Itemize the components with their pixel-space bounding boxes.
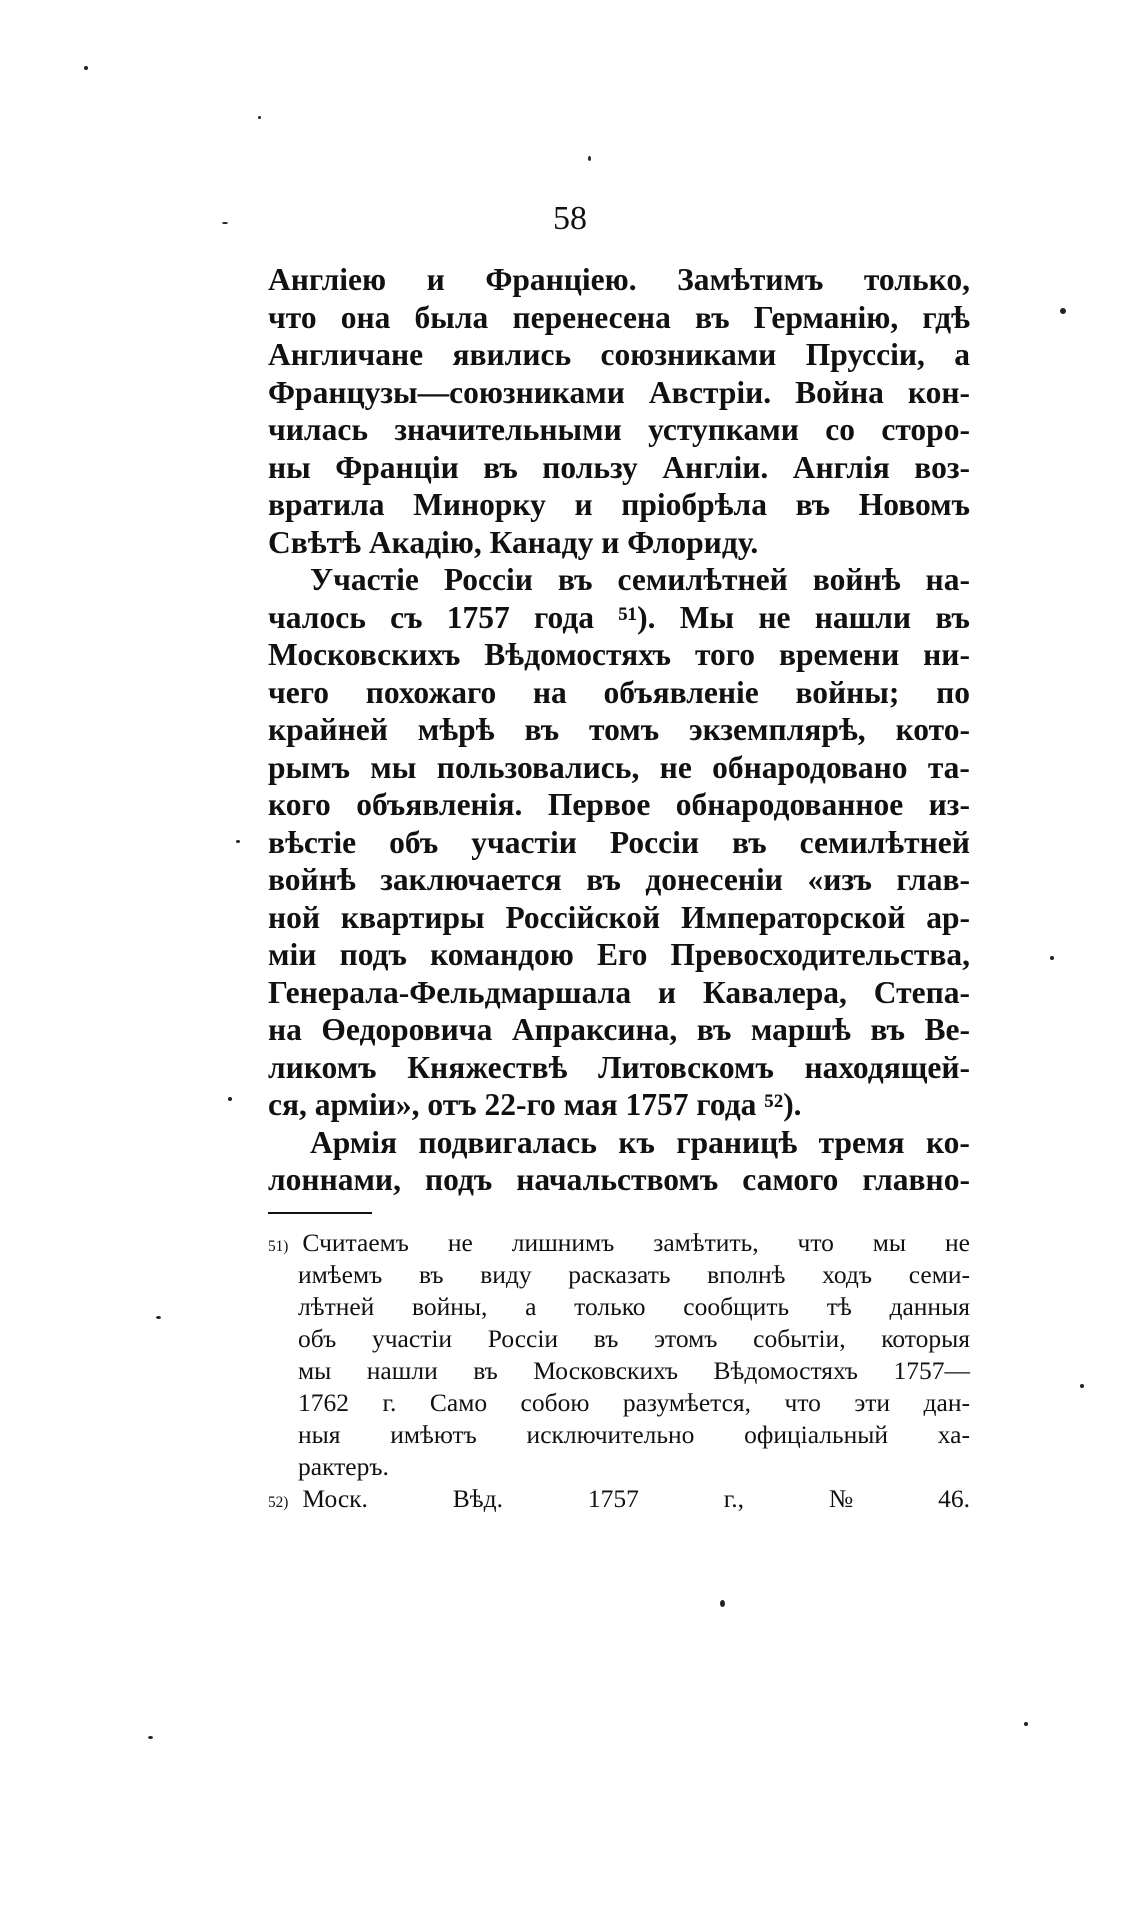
text-line: ны Франціи въ пользу Англіи. Англія воз- bbox=[268, 449, 970, 485]
footnote-separator bbox=[268, 1212, 372, 1214]
text-line: Англіею и Франціею. Замѣтимъ только, bbox=[268, 262, 970, 297]
footnote-line: имѣемъ въ виду расказать вполнѣ ходъ семи- bbox=[298, 1260, 970, 1289]
footnotes bbox=[268, 1228, 970, 1516]
text-line: Свѣтѣ Акадію, Канаду и Флориду. bbox=[268, 524, 759, 560]
text-line: ся, арміи», отъ 22-го мая 1757 года ⁵²). bbox=[268, 1087, 802, 1122]
text-line: кого объявленія. Первое обнародованное из- bbox=[268, 787, 970, 822]
text-line: Англичане явились союзниками Пруссіи, а bbox=[268, 337, 970, 372]
footnote-text: Считаемъ не лишнимъ замѣтить, что мы не bbox=[302, 1228, 970, 1257]
footnote-line: лѣтней войны, а только сообщить тѣ данныя bbox=[298, 1292, 970, 1321]
text-line: Армія подвигалась къ границѣ тремя ко- bbox=[310, 1124, 970, 1160]
footnote-line: мы нашли въ Московскихъ Вѣдомостяхъ 1757— bbox=[298, 1356, 970, 1385]
footnote-line: 51) Считаемъ не лишнимъ замѣтить, что мы не bbox=[268, 1228, 970, 1257]
text-line: чалось съ 1757 года ⁵¹). Мы не нашли въ bbox=[268, 599, 970, 635]
text-line: что она была перенесена въ Германію, гдѣ bbox=[268, 299, 970, 335]
text-line: вратила Минорку и пріобрѣла въ Новомъ bbox=[268, 487, 970, 522]
footnote-line: 52) Моск. Вѣд. 1757 г., № 46. bbox=[268, 1484, 970, 1513]
text-line: рымъ мы пользовались, не обнародовано та- bbox=[268, 749, 970, 785]
main-text bbox=[268, 262, 970, 1200]
text-line: Московскихъ Вѣдомостяхъ того времени ни- bbox=[268, 637, 970, 672]
footnote-line: 1762 г. Само собою разумѣется, что эти дан- bbox=[298, 1388, 970, 1417]
footnote-text: Моск. Вѣд. 1757 г., № 46. bbox=[302, 1484, 970, 1513]
text-line: лоннами, подъ начальствомъ самого главно- bbox=[268, 1162, 970, 1197]
footnote-line: ныя имѣютъ исключительно офиціальный ха- bbox=[298, 1420, 970, 1449]
text-line: ликомъ Княжествѣ Литовскомъ находящей- bbox=[268, 1049, 970, 1085]
footnote-line: объ участіи Россіи въ этомъ событіи, которыя bbox=[298, 1324, 970, 1353]
text-line: Французы—союзниками Австріи. Война кон- bbox=[268, 374, 970, 410]
text-line: міи подъ командою Его Превосходительства, bbox=[268, 937, 970, 972]
footnote-line: рактеръ. bbox=[298, 1452, 389, 1481]
page-number: 58 bbox=[553, 200, 587, 237]
text-line: войнѣ заключается въ донесеніи «изъ глав- bbox=[268, 862, 970, 897]
text-line: чего похожаго на объявленіе войны; по bbox=[268, 674, 970, 710]
text-line: Участіе Россіи въ семилѣтней войнѣ на- bbox=[310, 562, 970, 597]
text-line: Генерала-Фельдмаршала и Кавалера, Степа- bbox=[268, 974, 970, 1010]
text-line: ной квартиры Россійской Императорской ар- bbox=[268, 899, 970, 935]
text-line: на Өедоровича Апраксина, въ маршѣ въ Ве- bbox=[268, 1012, 970, 1047]
text-line: крайней мѣрѣ въ томъ экземплярѣ, кото- bbox=[268, 712, 970, 747]
text-line: чилась значительными уступками со сторо- bbox=[268, 412, 970, 447]
text-line: вѣстіе объ участіи Россіи въ семилѣтней bbox=[268, 824, 970, 860]
